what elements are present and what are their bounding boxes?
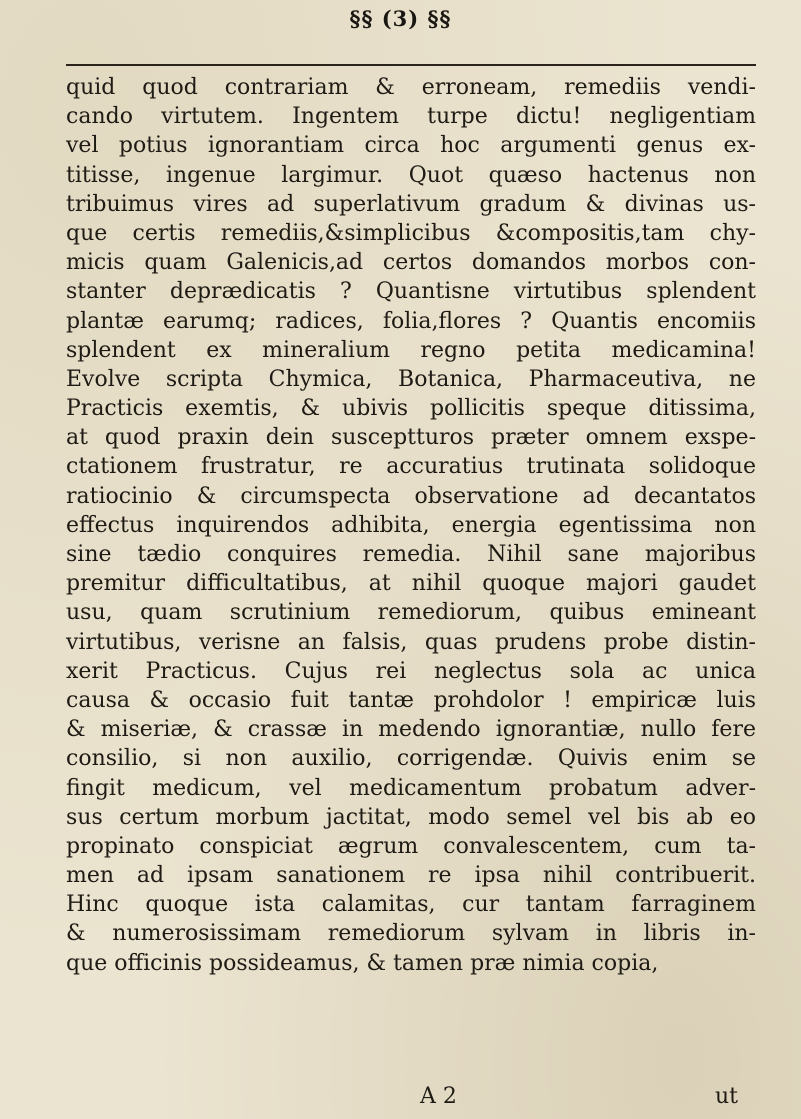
text-line: Evolve scripta Chymica, Botanica, Pharmaceutiva, ne xyxy=(66,366,756,392)
page-footer xyxy=(0,1082,801,1112)
text-line: xerit Practicus. Cujus rei neglectus sola ac unica xyxy=(66,658,756,684)
text-line: at quod praxin dein susceptturos præter omnem exspe- xyxy=(66,425,756,451)
text-line: quid quod contrariam & erroneam, remediis vendi- xyxy=(66,75,756,100)
text-line: sus certum morbum jactitat, modo semel vel bis ab eo xyxy=(66,804,756,830)
text-line: fingit medicum, vel medicamentum probatum adver- xyxy=(66,775,756,801)
header-rule xyxy=(66,64,756,66)
text-line: Practicis exemtis, & ubivis pollicitis speque ditissima, xyxy=(66,396,756,422)
text-line: plantæ earumq; radices, folia,flores ? Quantis encomiis xyxy=(66,308,756,334)
text-line: propinato conspiciat ægrum convalescentem, cum ta- xyxy=(66,833,756,859)
text-line: vel potius ignorantiam circa hoc argumenti genus ex- xyxy=(66,133,756,159)
text-line: premitur difficultatibus, at nihil quoque majori gaudet xyxy=(66,571,756,597)
page-header xyxy=(0,6,801,62)
text-line: virtutibus, verisne an falsis, quas prudens probe distin- xyxy=(66,629,756,655)
catchword: ut xyxy=(715,1084,739,1109)
body-text xyxy=(66,73,756,978)
text-line: que certis remediis,&simplicibus &compositis,tam chy- xyxy=(66,220,756,246)
text-line: causa & occasio fuit tantæ prohdolor ! empiricæ luis xyxy=(66,687,756,713)
text-line: & numerosissimam remediorum sylvam in libris in- xyxy=(66,921,756,947)
signature-mark: A 2 xyxy=(420,1084,457,1109)
text-line: & miseriæ, & crassæ in medendo ignorantiæ, nullo fere xyxy=(66,717,756,743)
text-line: effectus inquirendos adhibita, energia egentissima non xyxy=(66,512,756,538)
text-line: titisse, ingenue largimur. Quot quæso hactenus non xyxy=(66,162,756,188)
text-line: men ad ipsam sanationem re ipsa nihil contribuerit. xyxy=(66,863,756,889)
text-line: Hinc quoque ista calamitas, cur tantam farraginem xyxy=(66,892,756,918)
text-line: ctationem frustratur, re accuratius trutinata solidoque xyxy=(66,454,756,480)
text-line: tribuimus vires ad superlativum gradum & divinas us- xyxy=(66,191,756,217)
text-line: que officinis possideamus, & tamen præ nimia copia, xyxy=(66,950,659,976)
text-line: stanter deprædicatis ? Quantisne virtutibus splendent xyxy=(66,279,756,305)
text-line: splendent ex mineralium regno petita medicamina! xyxy=(66,337,756,363)
text-line: usu, quam scrutinium remediorum, quibus emineant xyxy=(66,600,756,626)
text-line: sine tædio conquires remedia. Nihil sane majoribus xyxy=(66,542,756,567)
text-line: cando virtutem. Ingentem turpe dictu! negligentiam xyxy=(66,104,756,130)
text-line: micis quam Galenicis,ad certos domandos morbos con- xyxy=(66,250,756,276)
page-number-ornament: §§ (3) §§ xyxy=(349,6,452,31)
text-line: consilio, si non auxilio, corrigendæ. Quivis enim se xyxy=(66,746,756,772)
text-line: ratiocinio & circumspecta observatione ad decantatos xyxy=(66,483,756,509)
